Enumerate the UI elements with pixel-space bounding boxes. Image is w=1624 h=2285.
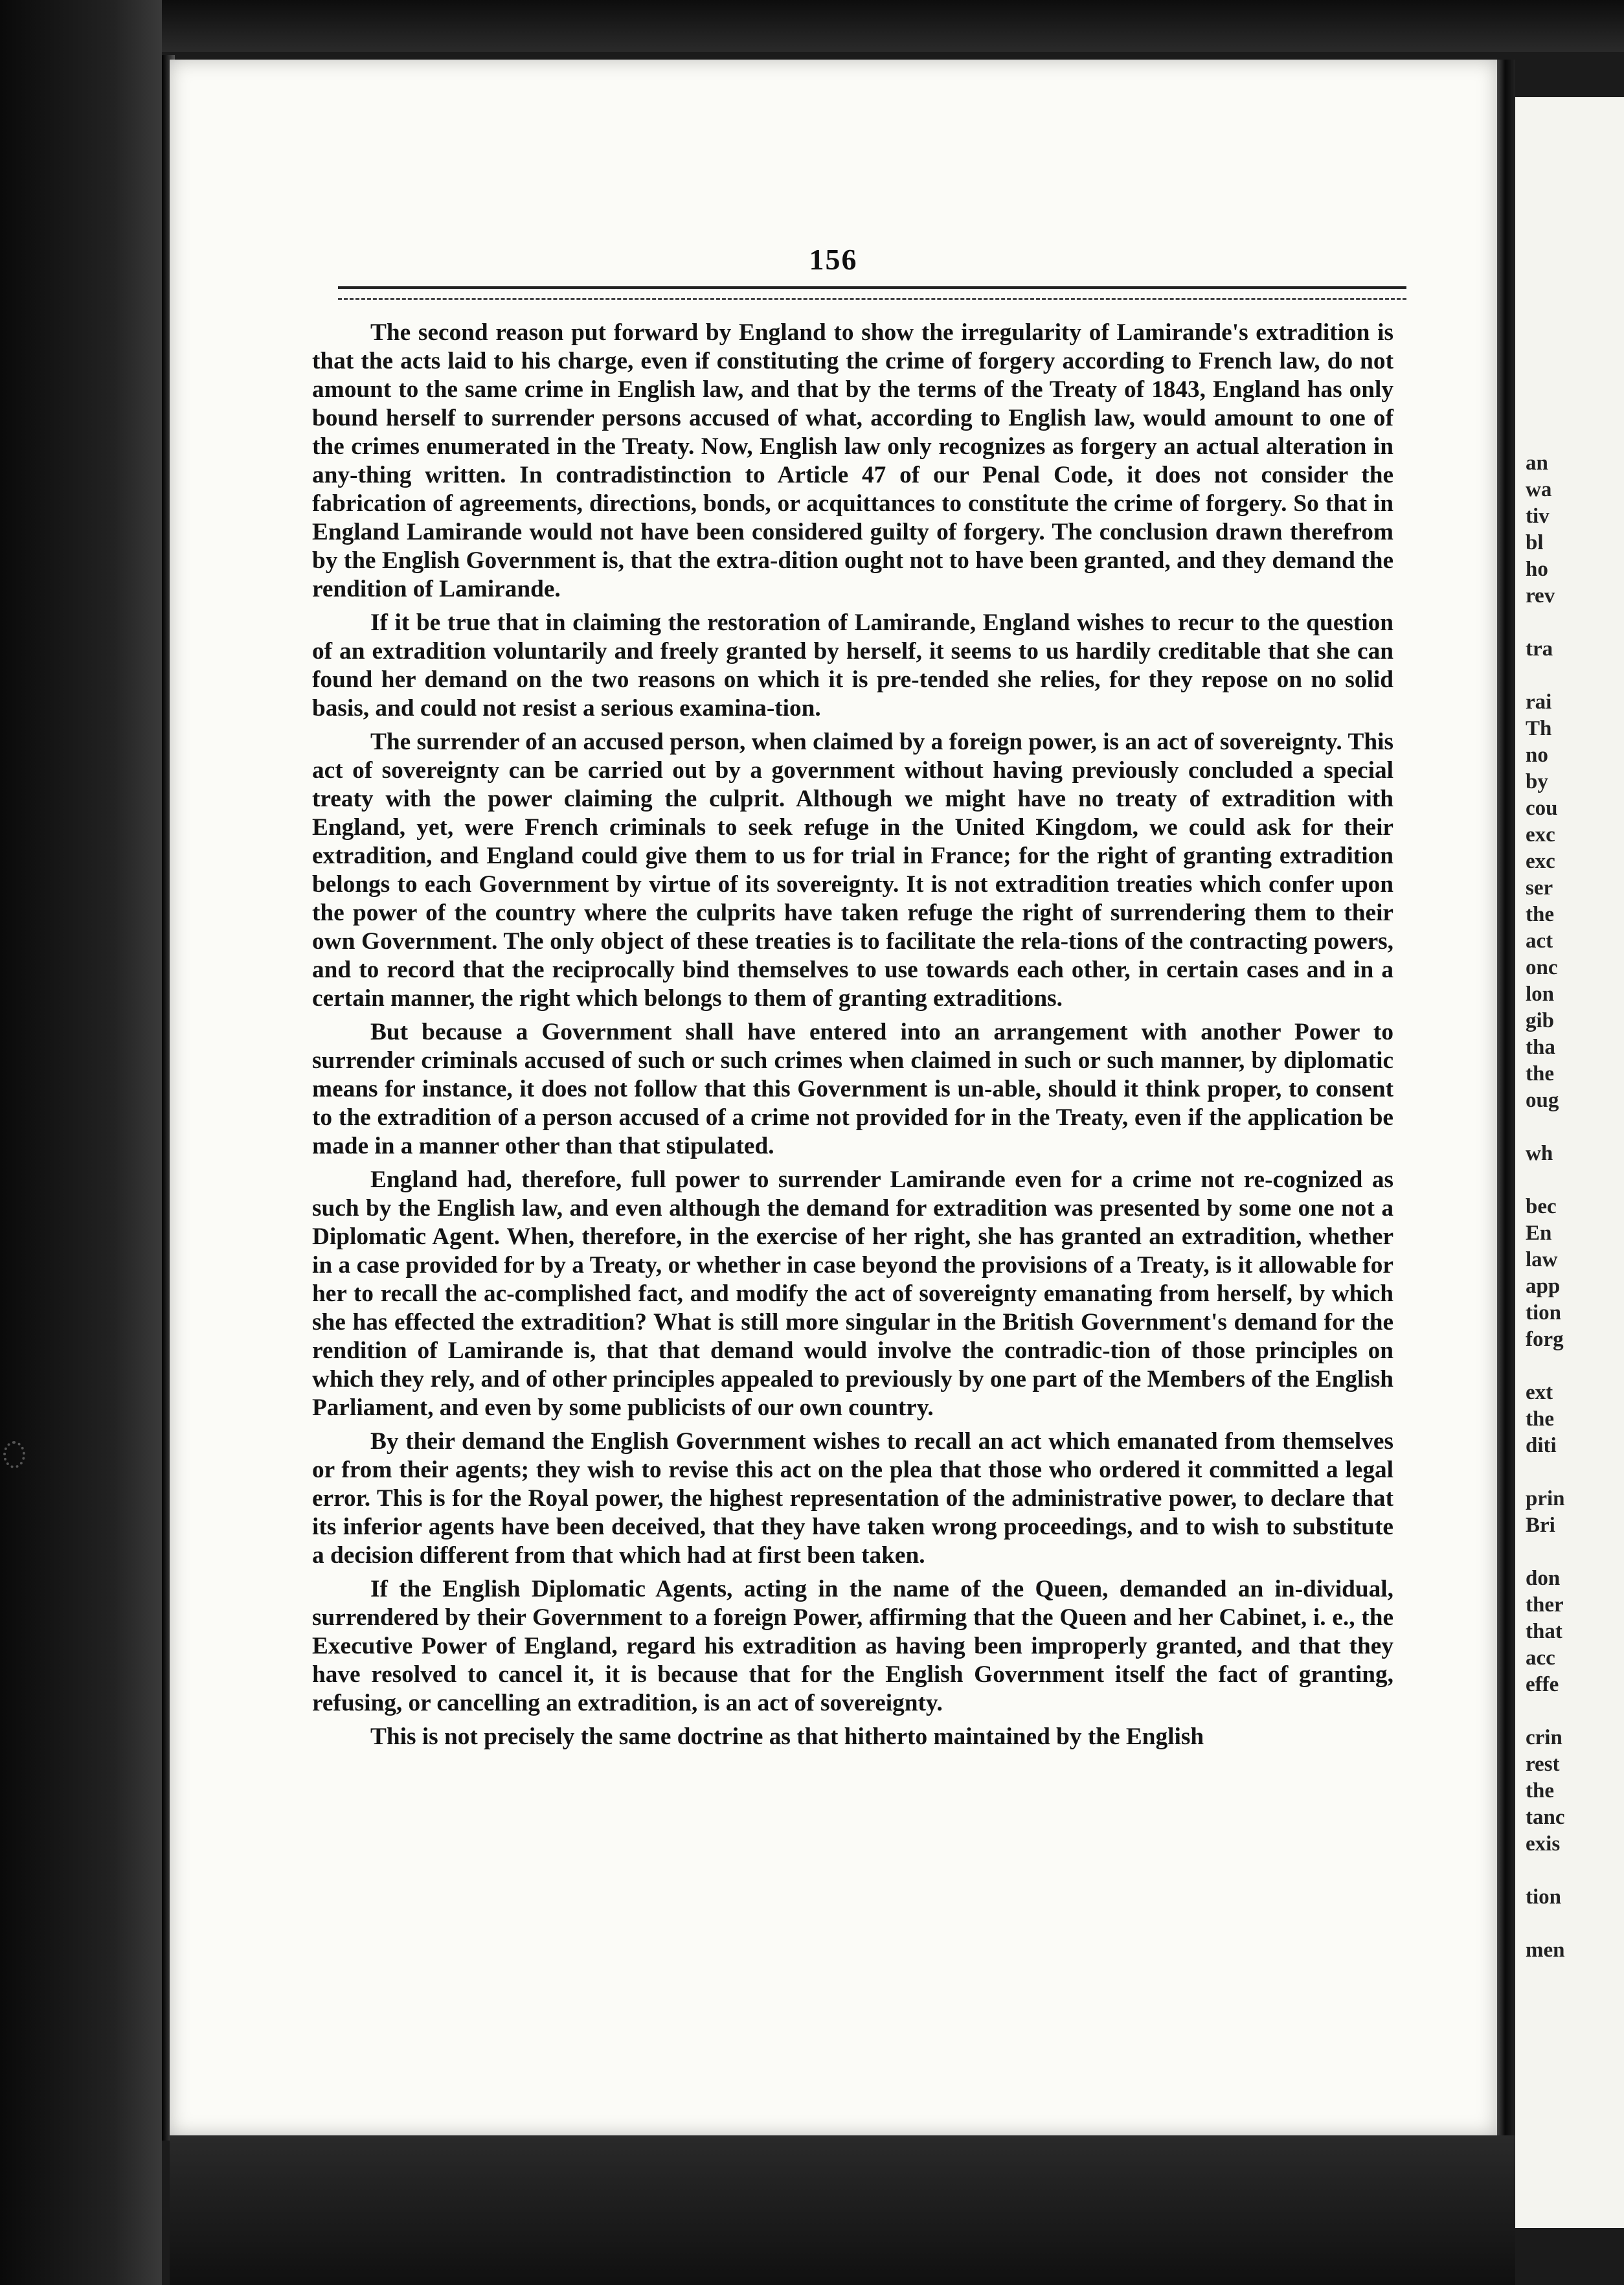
scanner-frame-left [0, 0, 162, 2285]
scanner-frame-top [0, 0, 1624, 52]
facing-page-line [1526, 1353, 1624, 1380]
facing-page-line [1526, 1167, 1624, 1194]
facing-page-line: oug [1526, 1089, 1559, 1112]
facing-page-line: lon [1526, 983, 1555, 1006]
facing-page-text [1526, 450, 1624, 1964]
facing-page-line: exc [1526, 850, 1555, 873]
facing-page-line [1526, 1858, 1624, 1884]
facing-page-line [1526, 1911, 1624, 1937]
facing-page-line: crin [1526, 1726, 1562, 1749]
facing-page-line: Th [1526, 717, 1552, 740]
facing-page-line: prin [1526, 1487, 1565, 1510]
page-number: 156 [809, 243, 858, 276]
book-page [170, 60, 1497, 2135]
facing-page-line: the [1526, 1779, 1554, 1802]
facing-page-line: the [1526, 1062, 1554, 1086]
facing-page-line: no [1526, 744, 1548, 767]
facing-page-line: rai [1526, 690, 1552, 714]
facing-page-line: tion [1526, 1885, 1562, 1909]
facing-page-line: ho [1526, 558, 1548, 581]
facing-page-line: rev [1526, 584, 1555, 608]
paragraph: By their demand the English Government wishes to recall an act which emanated from themselves or from their agents; they wish to revise this act on the plea that those who ordered it committed a legal error. This is for the Royal power, the highest representation of the administrative power, to declare that its inferior agents have been deceived, that they have taken wrong proceedings, and to wish to substitute a decision different from that which had at first been taken. [312, 1428, 1393, 1569]
paragraph: England had, therefore, full power to surrender Lamirande even for a crime not re-cognized as such by the English law, and even although the demand for extradition was presented by some one not a Diplomatic Agent. When, therefore, in the exercise of her right, she has granted an extradition, whether in a case provided for by a Treaty, or whether in case beyond the provisions of a Treaty, is it allowable for her to recall the ac-complished fact, and modify the act of sovereignty emanating from herself, by which she has effected the extradition? What is still more singular in the British Government's demand for the rendition of Lamirande is, that that demand would involve the contradic-tion of those principles on which they rely, and of other principles appealed to previously by one part of the Members of the English Parliament, and even by some publicists of our own country. [312, 1166, 1393, 1421]
facing-page-line: bl [1526, 531, 1544, 554]
facing-page-line: exc [1526, 823, 1555, 847]
facing-page-line: tanc [1526, 1806, 1565, 1829]
scanner-frame-bottom [170, 2135, 1515, 2285]
facing-page-line: forg [1526, 1328, 1564, 1351]
facing-page-line: that [1526, 1620, 1562, 1643]
facing-page-line: diti [1526, 1434, 1557, 1457]
paragraph: This is not precisely the same doctrine as that hitherto maintained by the English [370, 1723, 1204, 1750]
facing-page-line: act [1526, 929, 1553, 953]
facing-page-line [1526, 663, 1624, 689]
facing-page-line: by [1526, 770, 1548, 793]
facing-page-line: an [1526, 451, 1548, 475]
facing-page-line [1526, 1539, 1624, 1565]
facing-page-line: the [1526, 903, 1554, 926]
facing-page-line: tiv [1526, 505, 1550, 528]
facing-page-line: don [1526, 1567, 1561, 1590]
page-body [312, 319, 1393, 1751]
facing-page-line [1526, 1459, 1624, 1486]
facing-page-line: En [1526, 1222, 1552, 1245]
binding-ring-mark [3, 1441, 25, 1468]
book-gutter [1497, 60, 1515, 2236]
paragraph: If it be true that in claiming the restoration of Lamirande, England wishes to recur to the question of an extradition voluntarily and freely granted by herself, it seems to us hardily creditable that she can found her demand on the two reasons on which it is pre-tended she relies, for they repose on no solid basis, and could not resist a serious examina-tion. [312, 609, 1393, 722]
facing-page [1515, 97, 1624, 2228]
facing-page-line: app [1526, 1275, 1561, 1298]
facing-page-line: ser [1526, 876, 1553, 900]
facing-page-line: exis [1526, 1832, 1561, 1856]
facing-page-line: rest [1526, 1753, 1560, 1776]
facing-page-line: tra [1526, 637, 1553, 661]
paragraph: The surrender of an accused person, when claimed by a foreign power, is an act of sovereignty. This act of sovereignty can be carried out by a government without having previously concluded a special treaty with the power claiming the culprit. Although we might have no treaty of extradition with England, yet, were French criminals to seek refuge in the United Kingdom, we could ask for their extradition, and England could give them to us for trial in France; for the right of granting extradition belongs to each Government by virtue of its sovereignty. It is not extradition treaties which confer upon the power of the country where the culprits have taken refuge the right of surrendering them to their own Government. The only object of these treaties is to facilitate the rela-tions of the contracting powers, and to record that the reciprocally bind themselves to use towards each other, in certain cases and in a certain manner, the right which belongs to them of granting extraditions. [312, 729, 1393, 1012]
facing-page-line: cou [1526, 797, 1558, 820]
facing-page-line: tha [1526, 1036, 1555, 1059]
facing-page-line: bec [1526, 1195, 1557, 1218]
facing-page-line: the [1526, 1407, 1554, 1431]
facing-page-line [1526, 1698, 1624, 1725]
facing-page-line: acc [1526, 1646, 1555, 1670]
facing-page-line: wh [1526, 1142, 1553, 1165]
paragraph: If the English Diplomatic Agents, acting in the name of the Queen, demanded an in-dividual, surrendered by their Government to a foreign Power, affirming that the Queen and her Cabinet, i. e., the Executive Power of England, regard his extradition as having been improperly granted, and that they have resolved to cancel it, it is because that for the English Government itself the fact of granting, refusing, or cancelling an extradition, is an act of sovereignty. [312, 1576, 1393, 1716]
facing-page-line: gib [1526, 1009, 1555, 1032]
facing-page-line: effe [1526, 1673, 1559, 1696]
facing-page-line: ther [1526, 1593, 1564, 1617]
facing-page-line [1526, 609, 1624, 636]
facing-page-line: onc [1526, 956, 1558, 979]
facing-page-line: ext [1526, 1381, 1553, 1404]
paragraph: But because a Government shall have entered into an arrangement with another Power to surrender criminals accused of such or such crimes when claimed in such or such manner, by diplomatic means for instance, it does not follow that this Government is un-able, should it think proper, to consent to the extradition of a person accused of a crime not provided for in the Treaty, even if the application be made in a manner other than that stipulated. [312, 1019, 1393, 1159]
header-rule [338, 286, 1406, 300]
facing-page-line: men [1526, 1938, 1565, 1962]
facing-page-line: law [1526, 1248, 1558, 1271]
paragraph: The second reason put forward by England to show the irregularity of Lamirande's extradition is that the acts laid to his charge, even if constituting the crime of forgery according to French law, do not amount to the same crime in English law, and that by the terms of the Treaty of 1843, England has only bound herself to surrender persons accused of what, according to English law, would amount to one of the crimes enumerated in the Treaty. Now, English law only recognizes as forgery an actual alteration in any-thing written. In contradistinction to Article 47 of our Penal Code, it does not consider the fabrication of agreements, directions, bonds, or acquittances to constitute the crime of forgery. So that in England Lamirande would not have been considered guilty of forgery. The conclusion drawn therefrom by the English Government is, that the extra-dition ought not to have been granted, and they demand the rendition of Lamirande. [312, 319, 1393, 602]
facing-page-line: tion [1526, 1301, 1562, 1324]
facing-page-line: Bri [1526, 1514, 1555, 1537]
facing-page-line [1526, 1114, 1624, 1141]
facing-page-line: wa [1526, 478, 1552, 501]
